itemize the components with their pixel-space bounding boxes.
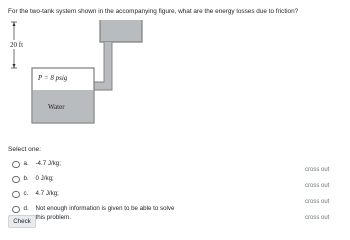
radio-button[interactable] (12, 161, 20, 169)
cross-out-b[interactable]: cross out (305, 183, 330, 189)
radio-button[interactable] (12, 206, 20, 214)
two-tank-figure (8, 20, 158, 125)
fluid-label: Water (48, 103, 65, 111)
select-one-label: Select one: (8, 146, 41, 153)
option-text: 4.7 J/kg; (35, 190, 59, 197)
option-b[interactable] (12, 175, 312, 190)
cross-out-c[interactable]: cross out (305, 199, 330, 205)
cross-out-d[interactable]: cross out (305, 215, 330, 221)
cross-out-a[interactable]: cross out (305, 167, 330, 173)
option-a[interactable] (12, 160, 312, 175)
two-tank-diagram (8, 20, 158, 125)
option-d[interactable] (12, 205, 312, 220)
radio-button[interactable] (12, 176, 20, 184)
pipe-horizontal (94, 82, 112, 90)
pressure-label: P = 8 psig (38, 74, 68, 82)
arrow-down-icon (13, 64, 16, 68)
radio-button[interactable] (12, 191, 20, 199)
option-letter: d. (23, 205, 29, 212)
check-button[interactable]: Check (8, 215, 36, 228)
option-text: Not enough information is given to be able to solve this problem. (35, 205, 175, 221)
option-letter: c. (23, 190, 29, 197)
upper-tank-water (100, 20, 142, 42)
question-text: For the two-tank system shown in the accompanying figure, what are the energy losses due to friction? (8, 8, 299, 15)
option-letter: a. (23, 160, 29, 167)
option-text: -4.7 J/kg; (35, 160, 61, 167)
pipe-inner-wall (94, 42, 104, 82)
answer-options (12, 160, 312, 220)
option-letter: b. (23, 175, 29, 182)
option-text: 0 J/kg; (35, 175, 54, 182)
option-c[interactable] (12, 190, 312, 205)
arrow-up-icon (13, 22, 16, 26)
height-label: 20 ft (10, 41, 24, 49)
